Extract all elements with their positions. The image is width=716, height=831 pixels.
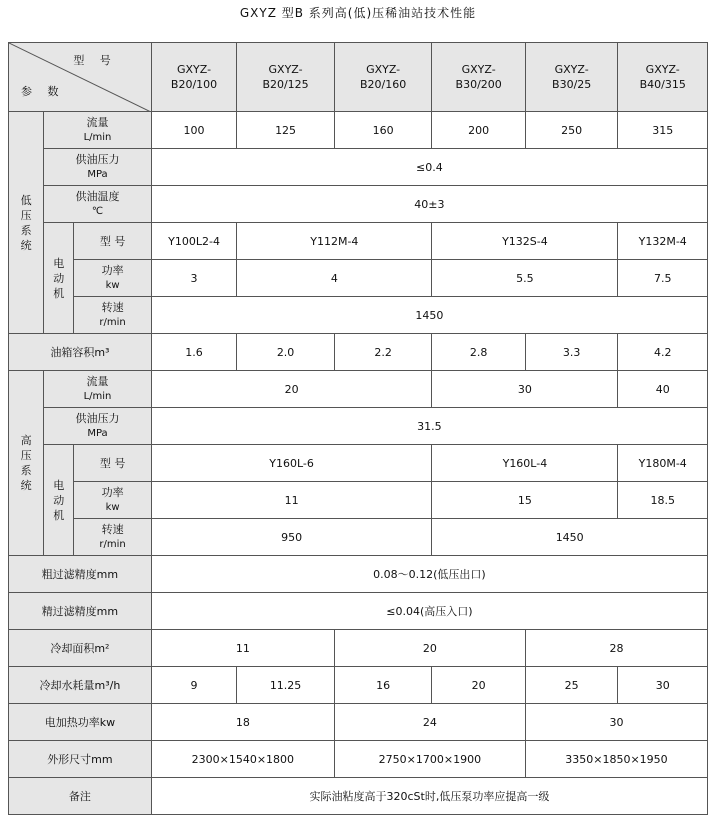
low-flow-value: 160: [334, 112, 432, 149]
low-system-group: 低 压 系 统: [9, 112, 44, 334]
tank-value: 2.2: [334, 334, 432, 371]
low-flow-label: 流量 L/min: [44, 112, 152, 149]
corner-header-cell: [9, 43, 152, 112]
low-flow-row: [9, 112, 708, 149]
high-motor-power-value: 11: [151, 482, 432, 519]
dimensions-label: 外形尺寸mm: [9, 741, 152, 778]
dimensions-value: 3350×1850×1950: [525, 741, 707, 778]
low-temperature-value: 40±3: [151, 186, 707, 223]
high-motor-speed-label: 转速 r/min: [74, 519, 151, 556]
heater-label: 电加热功率kw: [9, 704, 152, 741]
low-pressure-row: [9, 149, 708, 186]
high-motor-power-label: 功率 kw: [74, 482, 151, 519]
low-temperature-row: [9, 186, 708, 223]
high-motor-model-value: Y160L-6: [151, 445, 432, 482]
dimensions-value: 2750×1700×1900: [334, 741, 525, 778]
model-col-4: GXYZ- B30/200: [432, 43, 526, 112]
low-motor-power-row: [9, 260, 708, 297]
low-motor-speed-value: 1450: [151, 297, 707, 334]
tank-label: 油箱容积m³: [9, 334, 152, 371]
low-motor-group: 电 动 机: [44, 223, 74, 334]
coarse-filter-row: [9, 556, 708, 593]
cooling-water-value: 25: [525, 667, 618, 704]
fine-filter-row: [9, 593, 708, 630]
high-flow-value: 30: [432, 371, 618, 408]
high-flow-value: 20: [151, 371, 432, 408]
param-label: 参 数: [21, 85, 65, 98]
fine-filter-value: ≤0.04(高压入口): [151, 593, 707, 630]
tank-value: 2.0: [237, 334, 335, 371]
high-pressure-row: [9, 408, 708, 445]
high-motor-power-row: [9, 482, 708, 519]
tank-value: 1.6: [151, 334, 236, 371]
heater-value: 24: [334, 704, 525, 741]
heater-row: [9, 704, 708, 741]
low-flow-value: 250: [525, 112, 618, 149]
high-motor-model-value: Y180M-4: [618, 445, 708, 482]
model-label: 型 号: [73, 54, 117, 67]
low-motor-model-value: Y132S-4: [432, 223, 618, 260]
low-motor-power-value: 3: [151, 260, 236, 297]
low-flow-value: 200: [432, 112, 526, 149]
model-col-2: GXYZ- B20/125: [237, 43, 335, 112]
high-flow-row: [9, 371, 708, 408]
heater-value: 30: [525, 704, 707, 741]
high-motor-power-value: 18.5: [618, 482, 708, 519]
high-motor-power-value: 15: [432, 482, 618, 519]
cooling-area-value: 28: [525, 630, 707, 667]
high-motor-group: 电 动 机: [44, 445, 74, 556]
low-motor-power-value: 4: [237, 260, 432, 297]
low-motor-model-row: [9, 223, 708, 260]
high-flow-value: 40: [618, 371, 708, 408]
low-flow-value: 100: [151, 112, 236, 149]
note-value: 实际油粘度高于320cSt时,低压泵功率应提高一级: [151, 778, 707, 815]
model-col-3: GXYZ- B20/160: [334, 43, 432, 112]
high-pressure-value: 31.5: [151, 408, 707, 445]
high-pressure-label: 供油压力 MPa: [44, 408, 152, 445]
model-col-1: GXYZ- B20/100: [151, 43, 236, 112]
tank-value: 3.3: [525, 334, 618, 371]
low-motor-model-value: Y100L2-4: [151, 223, 236, 260]
low-motor-speed-label: 转速 r/min: [74, 297, 151, 334]
dimensions-value: 2300×1540×1800: [151, 741, 334, 778]
high-motor-speed-value: 950: [151, 519, 432, 556]
low-flow-value: 125: [237, 112, 335, 149]
note-label: 备注: [9, 778, 152, 815]
low-motor-model-value: Y112M-4: [237, 223, 432, 260]
tank-row: [9, 334, 708, 371]
dimensions-row: [9, 741, 708, 778]
page-title: GXYZ 型B 系列高(低)压稀油站技术性能: [239, 6, 477, 20]
tank-value: 4.2: [618, 334, 708, 371]
cooling-water-value: 11.25: [237, 667, 335, 704]
low-temperature-label: 供油温度 ℃: [44, 186, 152, 223]
cooling-area-value: 20: [334, 630, 525, 667]
high-flow-label: 流量 L/min: [44, 371, 152, 408]
low-motor-power-value: 5.5: [432, 260, 618, 297]
header-row: [9, 43, 708, 112]
heater-value: 18: [151, 704, 334, 741]
high-motor-model-value: Y160L-4: [432, 445, 618, 482]
cooling-area-row: [9, 630, 708, 667]
low-motor-speed-row: [9, 297, 708, 334]
cooling-water-value: 16: [334, 667, 432, 704]
cooling-area-label: 冷却面积m²: [9, 630, 152, 667]
coarse-filter-value: 0.08～0.12(低压出口): [151, 556, 707, 593]
cooling-water-value: 9: [151, 667, 236, 704]
high-motor-speed-row: [9, 519, 708, 556]
note-row: [9, 778, 708, 815]
high-system-group: 高 压 系 统: [9, 371, 44, 556]
cooling-water-value: 30: [618, 667, 708, 704]
high-motor-model-label: 型 号: [74, 445, 151, 482]
tank-value: 2.8: [432, 334, 526, 371]
fine-filter-label: 精过滤精度mm: [9, 593, 152, 630]
cooling-water-value: 20: [432, 667, 526, 704]
low-flow-value: 315: [618, 112, 708, 149]
cooling-water-row: [9, 667, 708, 704]
low-motor-power-value: 7.5: [618, 260, 708, 297]
coarse-filter-label: 粗过滤精度mm: [9, 556, 152, 593]
high-motor-model-row: [9, 445, 708, 482]
cooling-area-value: 11: [151, 630, 334, 667]
high-motor-speed-value: 1450: [432, 519, 708, 556]
low-motor-model-value: Y132M-4: [618, 223, 708, 260]
low-motor-power-label: 功率 kw: [74, 260, 151, 297]
low-motor-model-label: 型 号: [74, 223, 151, 260]
spec-table: [8, 42, 708, 815]
low-pressure-value: ≤0.4: [151, 149, 707, 186]
low-pressure-label: 供油压力 MPa: [44, 149, 152, 186]
model-col-5: GXYZ- B30/25: [525, 43, 618, 112]
cooling-water-label: 冷却水耗量m³/h: [9, 667, 152, 704]
model-col-6: GXYZ- B40/315: [618, 43, 708, 112]
